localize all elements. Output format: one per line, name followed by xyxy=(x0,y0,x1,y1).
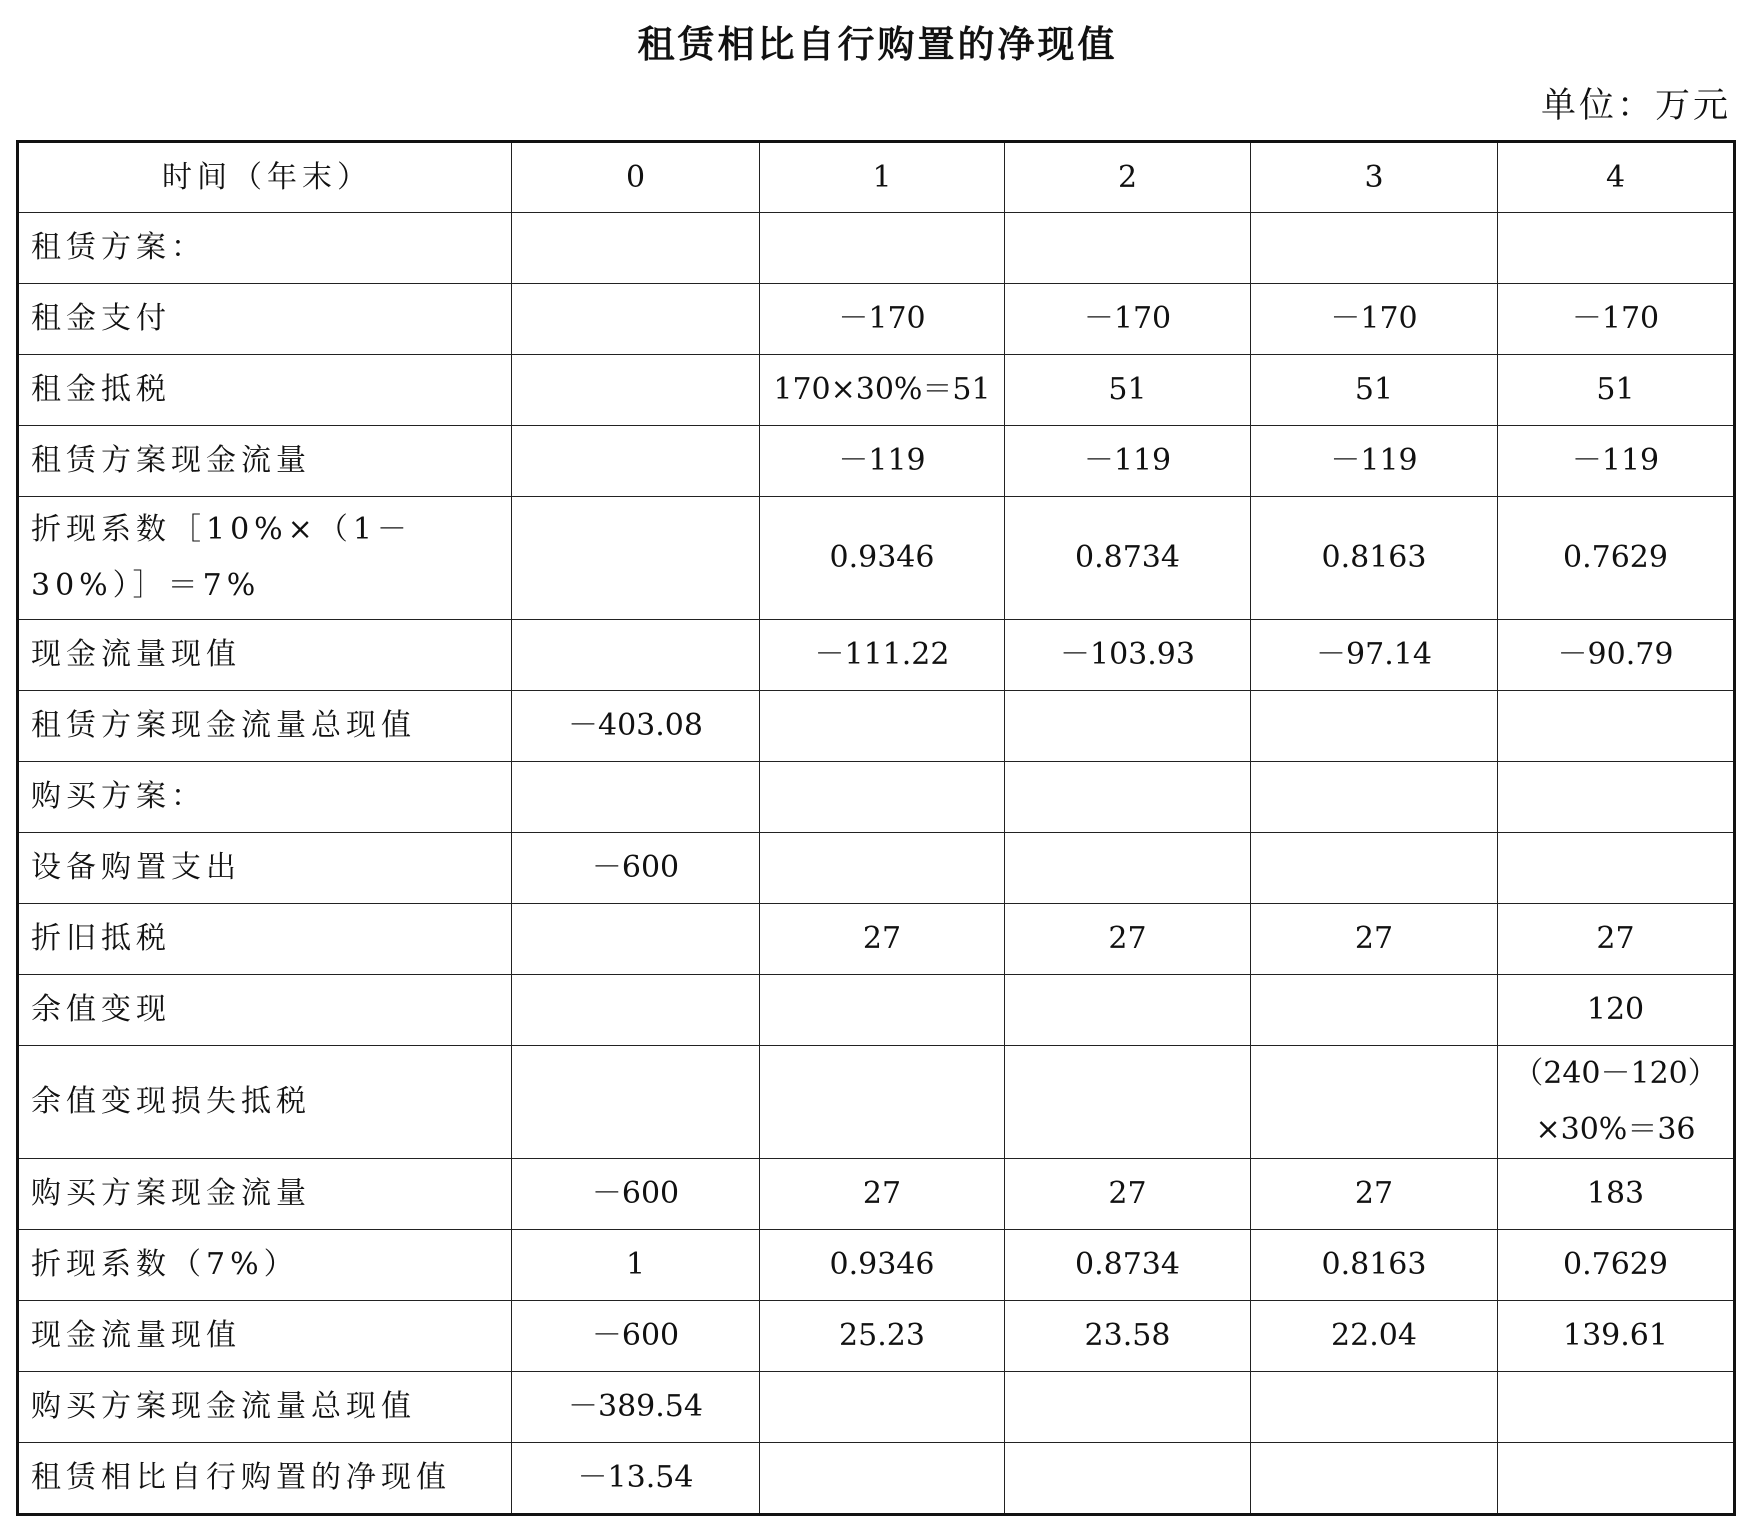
value-cell-year-3: －170 xyxy=(1251,284,1498,355)
value-cell-year-1 xyxy=(760,975,1005,1046)
value-cell-year-1 xyxy=(760,1046,1005,1159)
header-cell-year-1: 1 xyxy=(760,142,1005,213)
value-cell-year-3: 0.8163 xyxy=(1251,497,1498,620)
row-label-cell: 现金流量现值 xyxy=(18,620,512,691)
table-row xyxy=(18,284,1735,355)
value-cell-year-2 xyxy=(1005,833,1251,904)
value-cell-year-3: 51 xyxy=(1251,355,1498,426)
value-cell-year-0 xyxy=(512,1046,760,1159)
value-cell-year-4: 51 xyxy=(1498,355,1735,426)
value-cell-year-4 xyxy=(1498,213,1735,284)
value-cell-year-0 xyxy=(512,497,760,620)
value-cell-year-4: －170 xyxy=(1498,284,1735,355)
table-row xyxy=(18,426,1735,497)
table-row xyxy=(18,1301,1735,1372)
row-label-cell: 设备购置支出 xyxy=(18,833,512,904)
value-cell-year-2 xyxy=(1005,1372,1251,1443)
value-cell-year-1 xyxy=(760,833,1005,904)
value-cell-year-1: －119 xyxy=(760,426,1005,497)
value-cell-year-2: 0.8734 xyxy=(1005,497,1251,620)
value-cell-year-3 xyxy=(1251,1443,1498,1515)
row-label-cell: 折旧抵税 xyxy=(18,904,512,975)
value-cell-year-0: 1 xyxy=(512,1230,760,1301)
value-cell-year-0: －13.54 xyxy=(512,1443,760,1515)
value-cell-year-1: －170 xyxy=(760,284,1005,355)
value-cell-year-1: 0.9346 xyxy=(760,1230,1005,1301)
header-cell-year-4: 4 xyxy=(1498,142,1735,213)
value-cell-year-1 xyxy=(760,1443,1005,1515)
value-cell-year-3: 27 xyxy=(1251,1159,1498,1230)
header-cell-year-2: 2 xyxy=(1005,142,1251,213)
value-cell-year-4: 139.61 xyxy=(1498,1301,1735,1372)
row-label-cell: 租赁相比自行购置的净现值 xyxy=(18,1443,512,1515)
value-cell-year-2 xyxy=(1005,1046,1251,1159)
value-cell-year-2 xyxy=(1005,762,1251,833)
row-label-cell: 购买方案现金流量总现值 xyxy=(18,1372,512,1443)
table-header-row xyxy=(18,142,1735,213)
value-cell-year-2: 0.8734 xyxy=(1005,1230,1251,1301)
row-label-cell: 租赁方案现金流量 xyxy=(18,426,512,497)
value-cell-year-0 xyxy=(512,975,760,1046)
value-cell-year-4: 27 xyxy=(1498,904,1735,975)
value-cell-year-4 xyxy=(1498,691,1735,762)
value-cell-year-4: 120 xyxy=(1498,975,1735,1046)
row-label-cell: 购买方案： xyxy=(18,762,512,833)
value-cell-year-1 xyxy=(760,762,1005,833)
value-cell-year-1: 170×30%＝51 xyxy=(760,355,1005,426)
row-label-cell: 租赁方案现金流量总现值 xyxy=(18,691,512,762)
row-label-cell: 余值变现损失抵税 xyxy=(18,1046,512,1159)
row-label-cell: 租金抵税 xyxy=(18,355,512,426)
table-row xyxy=(18,1046,1735,1159)
table-row xyxy=(18,213,1735,284)
value-cell-year-2: 51 xyxy=(1005,355,1251,426)
table-row xyxy=(18,355,1735,426)
value-cell-year-2 xyxy=(1005,213,1251,284)
value-cell-year-0: －600 xyxy=(512,833,760,904)
value-cell-year-1: 0.9346 xyxy=(760,497,1005,620)
value-cell-year-0: －403.08 xyxy=(512,691,760,762)
value-cell-year-0 xyxy=(512,762,760,833)
value-cell-year-0 xyxy=(512,620,760,691)
row-label-cell: 余值变现 xyxy=(18,975,512,1046)
page-title: 租赁相比自行购置的净现值 xyxy=(637,23,1118,66)
value-cell-year-1: －111.22 xyxy=(760,620,1005,691)
value-cell-year-4: －119 xyxy=(1498,426,1735,497)
value-cell-year-2: 23.58 xyxy=(1005,1301,1251,1372)
value-cell-year-1 xyxy=(760,213,1005,284)
header-cell-time: 时间（年末） xyxy=(18,142,512,213)
header-cell-year-3: 3 xyxy=(1251,142,1498,213)
row-label-cell: 折现系数（7%） xyxy=(18,1230,512,1301)
value-cell-year-3 xyxy=(1251,691,1498,762)
table-row xyxy=(18,975,1735,1046)
table-row xyxy=(18,1159,1735,1230)
value-cell-year-3 xyxy=(1251,762,1498,833)
value-cell-year-0 xyxy=(512,426,760,497)
value-cell-year-4 xyxy=(1498,762,1735,833)
value-cell-year-0 xyxy=(512,284,760,355)
value-cell-year-2 xyxy=(1005,691,1251,762)
value-cell-year-3 xyxy=(1251,833,1498,904)
value-cell-year-4 xyxy=(1498,1443,1735,1515)
value-cell-year-2: －103.93 xyxy=(1005,620,1251,691)
value-cell-year-4: 183 xyxy=(1498,1159,1735,1230)
row-label-cell: 折现系数［10%×（1－30%）］＝7% xyxy=(18,497,512,620)
value-cell-year-0 xyxy=(512,355,760,426)
value-cell-year-3 xyxy=(1251,213,1498,284)
value-cell-year-1 xyxy=(760,691,1005,762)
value-cell-year-0 xyxy=(512,213,760,284)
value-cell-year-4: －90.79 xyxy=(1498,620,1735,691)
unit-label: 单位：万元 xyxy=(1540,86,1731,126)
value-cell-year-1: 27 xyxy=(760,904,1005,975)
row-label-cell: 购买方案现金流量 xyxy=(18,1159,512,1230)
table-row xyxy=(18,1443,1735,1515)
row-label-cell: 现金流量现值 xyxy=(18,1301,512,1372)
table-row xyxy=(18,904,1735,975)
value-cell-year-3: 27 xyxy=(1251,904,1498,975)
header-cell-year-0: 0 xyxy=(512,142,760,213)
table-row xyxy=(18,1372,1735,1443)
value-cell-year-0: －600 xyxy=(512,1159,760,1230)
value-cell-year-3: －119 xyxy=(1251,426,1498,497)
value-cell-year-4: 0.7629 xyxy=(1498,497,1735,620)
value-cell-year-2: 27 xyxy=(1005,904,1251,975)
table-row xyxy=(18,833,1735,904)
table-row xyxy=(18,691,1735,762)
value-cell-year-2: －170 xyxy=(1005,284,1251,355)
value-cell-year-1: 25.23 xyxy=(760,1301,1005,1372)
table-row xyxy=(18,1230,1735,1301)
value-cell-year-2: －119 xyxy=(1005,426,1251,497)
value-cell-year-2 xyxy=(1005,975,1251,1046)
value-cell-year-1 xyxy=(760,1372,1005,1443)
row-label-cell: 租金支付 xyxy=(18,284,512,355)
npv-table xyxy=(16,140,1736,1516)
value-cell-year-2: 27 xyxy=(1005,1159,1251,1230)
value-cell-year-4: 0.7629 xyxy=(1498,1230,1735,1301)
value-cell-year-3: 0.8163 xyxy=(1251,1230,1498,1301)
value-cell-year-3: －97.14 xyxy=(1251,620,1498,691)
value-cell-year-4 xyxy=(1498,1372,1735,1443)
table-row xyxy=(18,497,1735,620)
value-cell-year-1: 27 xyxy=(760,1159,1005,1230)
value-cell-year-4 xyxy=(1498,833,1735,904)
value-cell-year-3 xyxy=(1251,1046,1498,1159)
value-cell-year-0: －600 xyxy=(512,1301,760,1372)
table-row xyxy=(18,762,1735,833)
value-cell-year-0 xyxy=(512,904,760,975)
table-row xyxy=(18,620,1735,691)
value-cell-year-3 xyxy=(1251,1372,1498,1443)
value-cell-year-3 xyxy=(1251,975,1498,1046)
value-cell-year-4: （240－120）×30%＝36 xyxy=(1498,1046,1735,1159)
row-label-cell: 租赁方案： xyxy=(18,213,512,284)
value-cell-year-2 xyxy=(1005,1443,1251,1515)
value-cell-year-3: 22.04 xyxy=(1251,1301,1498,1372)
value-cell-year-0: －389.54 xyxy=(512,1372,760,1443)
